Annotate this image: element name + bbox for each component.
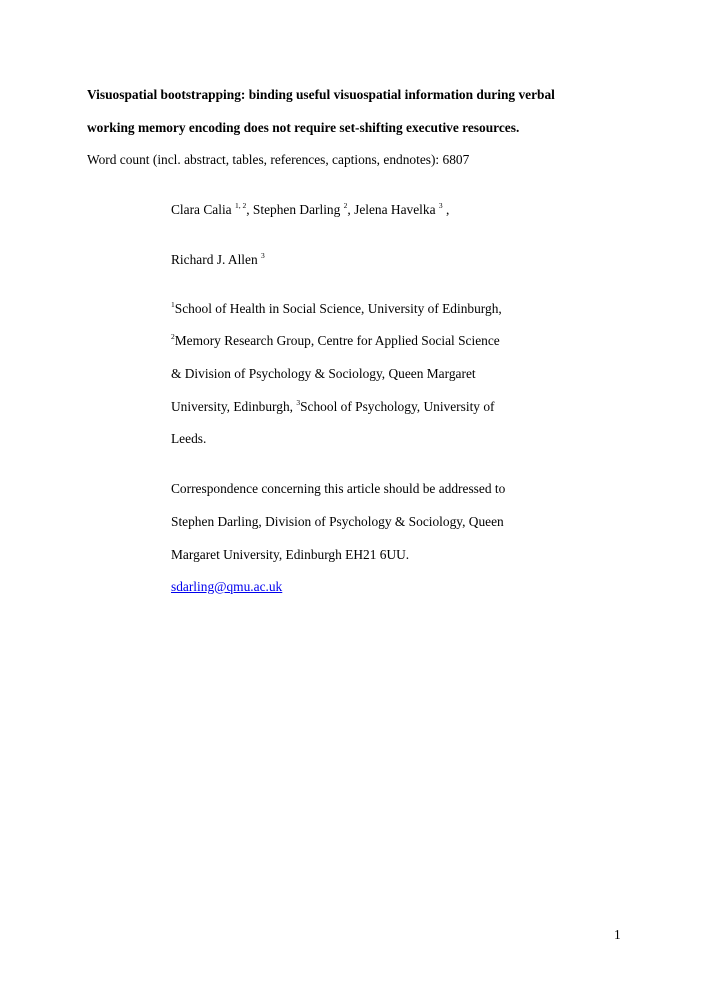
affiliation-text-1: School of Health in Social Science, University of Edinburgh, <box>174 301 502 316</box>
author-line-2 <box>171 253 265 266</box>
affil-marker-1: 1 <box>171 300 175 309</box>
affil-marker-3: 3 <box>296 398 301 407</box>
author-name-calia: Clara Calia <box>171 202 232 217</box>
author-darling-affil: 2 <box>343 201 348 210</box>
correspondence-line-1: Correspondence concerning this article should be addressed to <box>171 481 506 496</box>
email-link[interactable]: sdarling@qmu.ac.uk <box>171 579 283 594</box>
author-calia-affil: 1, 2 <box>234 201 247 210</box>
author-allen-affil: 3 <box>261 251 265 260</box>
page-number: 1 <box>614 927 621 942</box>
correspondence-line-2: Stephen Darling, Division of Psychology & Sociology, Queen <box>171 514 504 529</box>
correspondence-line-3: Margaret University, Edinburgh EH21 6UU. <box>171 547 410 562</box>
author-separator: , <box>442 202 450 217</box>
author-name-darling: , Stephen Darling <box>246 202 341 217</box>
affiliation-text-4b: School of Psychology, University of <box>300 399 495 414</box>
author-name-havelka: , Jelena Havelka <box>347 202 436 217</box>
title-line-2: working memory encoding does not require set-shifting executive resources. <box>87 120 520 135</box>
word-count: Word count (incl. abstract, tables, references, captions, endnotes): 6807 <box>87 152 470 167</box>
affiliation-text-2: Memory Research Group, Centre for Applied Social Science <box>174 333 500 348</box>
author-havelka-affil: 3 <box>438 201 443 210</box>
correspondence-email-line <box>171 580 282 593</box>
title-line-1: Visuospatial bootstrapping: binding useful visuospatial information during verbal <box>87 87 555 102</box>
affiliation-line-2 <box>171 334 500 347</box>
affiliation-text-4a: University, Edinburgh, <box>171 399 297 414</box>
author-name-allen: Richard J. Allen <box>171 252 258 267</box>
affil-marker-2: 2 <box>171 332 175 341</box>
affiliation-line-1 <box>171 302 502 315</box>
affiliation-line-4 <box>171 400 495 413</box>
affiliation-line-3: & Division of Psychology & Sociology, Queen Margaret <box>171 366 476 381</box>
author-line-1 <box>171 203 449 216</box>
affiliation-line-5: Leeds. <box>171 431 207 446</box>
